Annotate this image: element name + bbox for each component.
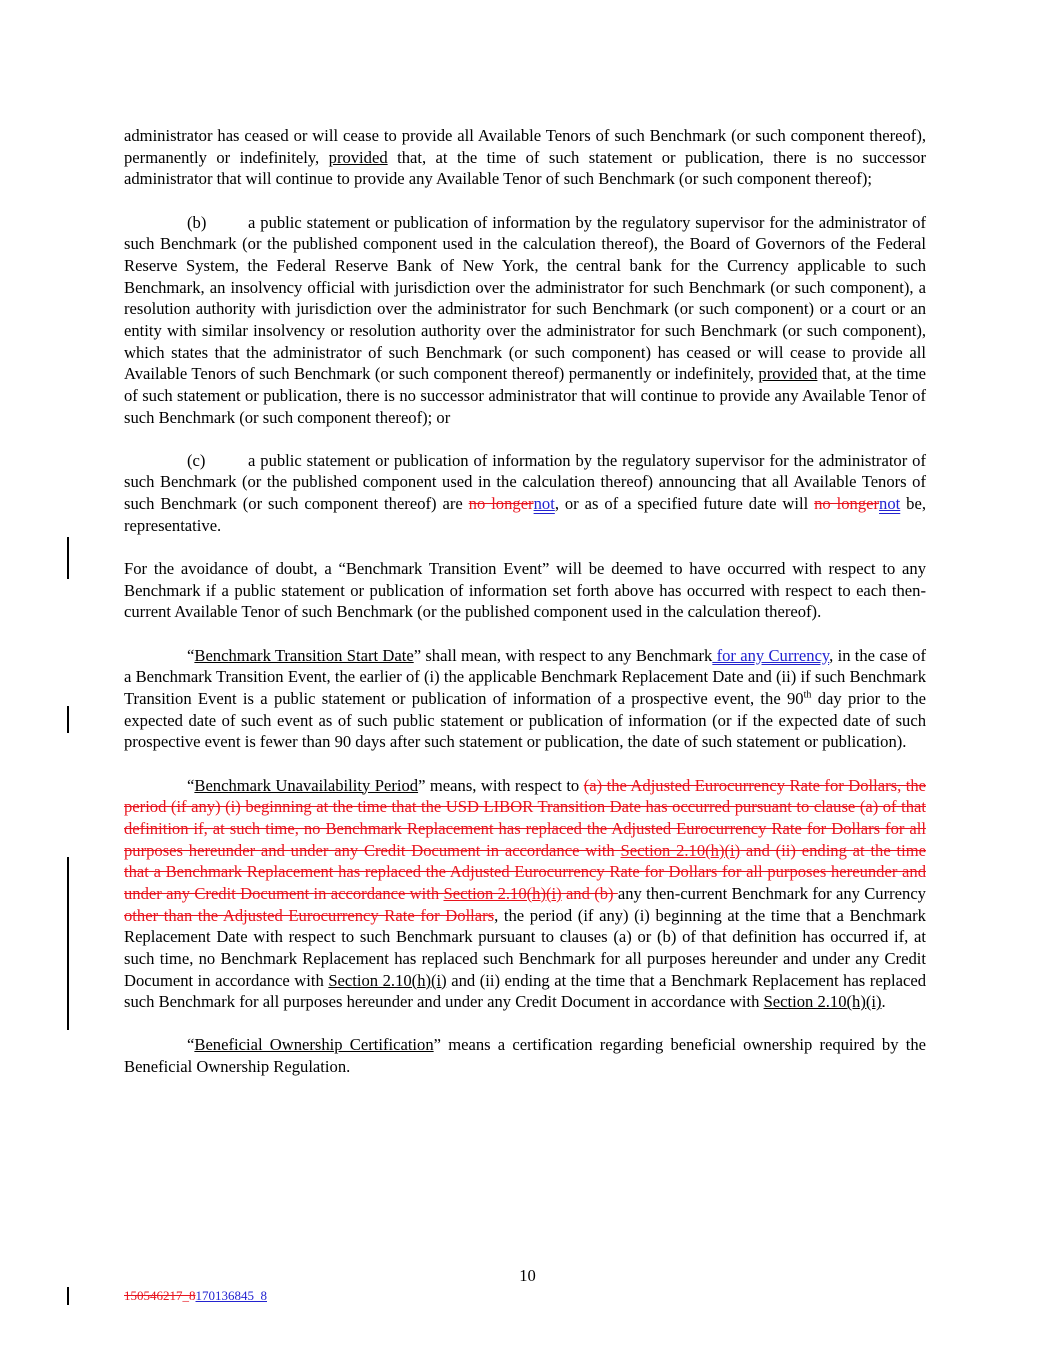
deleted-text: no longer	[814, 494, 880, 514]
paragraph	[124, 1034, 926, 1077]
text-run: “	[187, 775, 195, 795]
deleted-reference: Section 2.10(h)(i)	[620, 840, 741, 860]
defined-term: Beneficial Ownership Certification	[194, 1035, 434, 1055]
inserted-text: for any Currency	[712, 645, 830, 665]
deleted-doc-id: 150546217_8	[124, 1288, 196, 1303]
document-id-footer	[124, 1288, 267, 1304]
defined-term: Benchmark Transition Start Date	[194, 645, 414, 665]
paragraph	[124, 775, 926, 1013]
text-run: that, at the time of such statement or publication, there is no successor administrator that will continue to provide any Available Tenor of such Benchmark (or such component thereof);	[124, 147, 926, 189]
paragraph	[124, 125, 926, 190]
document-body	[124, 125, 926, 1099]
defined-term: Section 2.10(h)(i)	[763, 992, 882, 1012]
deleted-text: no longer	[468, 494, 534, 514]
defined-term: provided	[328, 147, 388, 167]
text-run: For the avoidance of doubt, a “Benchmark Transition Event” will be deemed to have occurred with respect to any Benchmark if a public statement or publication of information set forth above has occurred with respect to each then-current Available Tenor of such Benchmark (or the published component used in the calculation thereof).	[124, 559, 926, 622]
clause-label: (c)	[187, 450, 206, 470]
text-run: a public statement or publication of information by the regulatory supervisor for the administrator of such Benchmark (or the published component used in the calculation thereof) announcing that all Available Tenors of such Benchmark (or such component thereof) are	[124, 450, 926, 514]
text-run: , or as of a specified future date will	[554, 494, 815, 514]
page-number: 10	[519, 1266, 536, 1285]
deleted-reference: Section 2.10(h)(i)	[443, 883, 562, 903]
text-run: ” means, with respect to	[418, 775, 584, 795]
text-run: ” means a certification regarding beneficial ownership required by the Beneficial Ownership Regulation.	[124, 1035, 926, 1077]
paragraph	[124, 645, 926, 753]
text-run: be, representative.	[124, 494, 926, 535]
text-run: , the period (if any) (i) beginning at the time that a Benchmark Replacement Date with respect to such Benchmark pursuant to clauses (a) or (b) of that definition has occurred if, at such time, no Benchmark Replacement has replaced such Benchmark for all purposes hereunder and under any Credit Document in accordance with	[124, 905, 926, 990]
text-run: day prior to the expected date of such event as of such public statement or publication of information (or if the expected date of such prospective event is fewer than 90 days after such statement or publication, the date of such statement or publication).	[124, 689, 926, 752]
text-run: .	[881, 992, 886, 1012]
text-run: any then-current Benchmark for any Currency	[617, 883, 926, 903]
defined-term: provided	[758, 364, 818, 384]
text-run: a public statement or publication of information by the regulatory supervisor for the administrator of such Benchmark (or the published component used in the calculation thereof), the Board of Governors of the Federal Reserve System, the Federal Reserve Bank of New York, the central bank for the Currency applicable to such Benchmark, an insolvency official with jurisdiction over the administrator for such Benchmark (or such component), a resolution authority with jurisdiction over the administrator for such Benchmark (or such component) or a court or an entity with similar insolvency or resolution authority over the administrator for such Benchmark (or such component), which states that the administrator of such Benchmark (or such component) has ceased or will cease to provide all Available Tenors of such Benchmark (or such component thereof) permanently or indefinitely,	[124, 212, 926, 384]
text-run: “	[187, 1035, 195, 1055]
text-run: “	[187, 645, 195, 665]
defined-term: Section 2.10(h)(i)	[328, 970, 447, 990]
deleted-text: and (b)	[561, 883, 618, 903]
deleted-text: (a) the Adjusted Eurocurrency Rate for Dollars, the period (if any) (i) beginning at the time that the USD LIBOR Transition Date has occurred pursuant to clause (a) of that definition if, at such time, no Benchmark Replacement has replaced the Adjusted Eurocurrency Rate for Dollars for all purposes hereunder and under any Credit Document in accordance with	[124, 775, 926, 860]
text-run: that, at the time of such statement or publication, there is no successor administrator that will continue to provide any Available Tenor of such Benchmark (or such component thereof); or	[124, 364, 926, 427]
inserted-text: not	[879, 494, 901, 514]
text-run: administrator has ceased or will cease to provide all Available Tenors of such Benchmark (or such component thereof), permanently or indefinitely,	[124, 126, 926, 167]
change-bar	[67, 706, 69, 733]
paragraph	[124, 558, 926, 623]
deleted-text: and (ii) ending at the time that a Benchmark Replacement has replaced the Adjusted Eurocurrency Rate for Dollars for all purposes hereunder and under any Credit Document in accordance with	[124, 840, 926, 903]
text-run: ” shall mean, with respect to any Benchmark	[413, 645, 713, 665]
change-bar	[67, 857, 69, 1030]
inserted-doc-id: 170136845_8	[195, 1288, 267, 1303]
clause-label: (b)	[187, 212, 207, 232]
text-run: , in the case of a Benchmark Transition Event, the earlier of (i) the applicable Benchmark Replacement Date and (ii) if such Benchmark Transition Event is a public statement or publication of information of a prospective event, the 90	[124, 645, 926, 708]
paragraph	[124, 450, 926, 537]
inserted-text: not	[533, 494, 555, 514]
defined-term: Benchmark Unavailability Period	[194, 775, 419, 795]
change-bar	[67, 537, 69, 579]
deleted-text: other than the Adjusted Eurocurrency Rate for Dollars	[124, 905, 495, 925]
superscript: th	[803, 689, 812, 701]
text-run: and (ii) ending at the time that a Benchmark Replacement has replaced such Benchmark for all purposes hereunder and under any Credit Document in accordance with	[124, 970, 926, 1012]
paragraph	[124, 212, 926, 429]
change-bar	[67, 1287, 69, 1305]
